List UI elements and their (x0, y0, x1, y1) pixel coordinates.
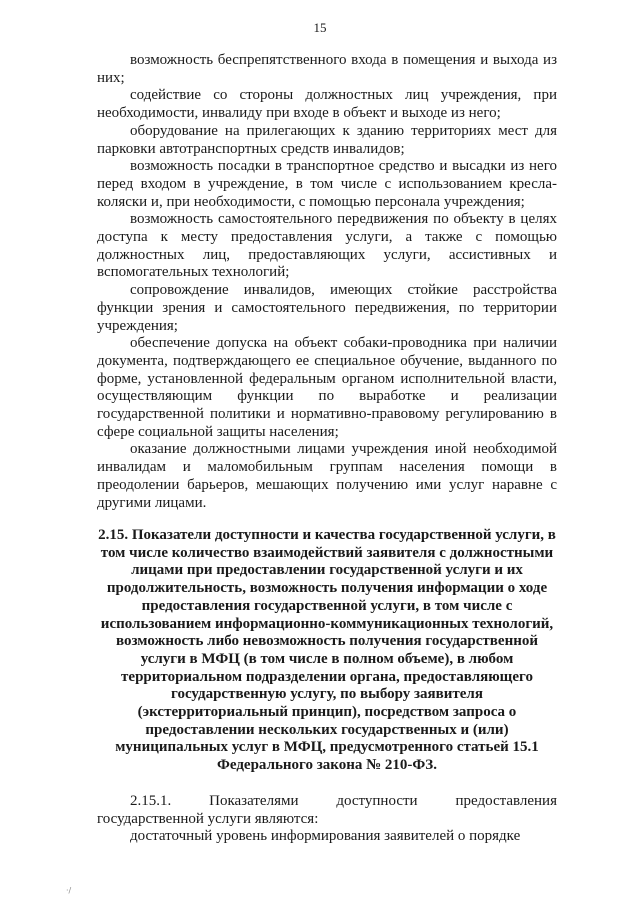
paragraph-informing: достаточный уровень информирования заявителей о порядке (130, 828, 521, 845)
paragraph-movement: возможность самостоятельного передвижения по объекту в целях доступа к месту предоставления услуги, а также с помощью должностных лиц, предоставляющих услуги, ассистивных и вспомогательных технологий; (97, 211, 557, 281)
subsection-word: предоставления (455, 793, 557, 809)
section-heading: 2.15. Показатели доступности и качества государственной услуги, в том числе количество взаимодействий заявителя с должностными лицами при предоставлении государственной услуги и их продолжительность, возможность получения информации о ходе предоставления государственной услуги, в том числе с использованием информационно-коммуникационных технологий, возможность либо невозможность получения государственной услуги в МФЦ (в том числе в полном объеме), в любом территориальном подразделении органа, предоставляющего государственную услугу, по выбору заявителя (экстерриториальный принцип), посредством запроса о предоставлении нескольких государственных и (или) муниципальных услуг в МФЦ, предусмотренного статьей 15.1 Федерального закона № 210-ФЗ. (98, 527, 556, 774)
subsection-first-line (97, 793, 557, 811)
subsection-word: доступности (336, 793, 418, 809)
document-body (97, 52, 557, 512)
paragraph-guide-dog: обеспечение допуска на объект собаки-проводника при наличии документа, подтверждающего ее специальное обучение, выданного по форме, установленной федеральным органом исполнительной власти, осуществляющим функции по выработке и реализации государственной политики и нормативно-правовому регулированию в сфере социальной защиты населения; (97, 335, 557, 440)
margin-mark: ·/ (66, 886, 72, 895)
subsection-word: Показателями (209, 793, 299, 809)
paragraph-escort: сопровождение инвалидов, имеющих стойкие расстройства функции зрения и самостоятельного передвижения, по территории учреждения; (97, 282, 557, 334)
subsection-2-15-1 (97, 793, 557, 846)
paragraph-other-assistance: оказание должностными лицами учреждения иной необходимой инвалидам и маломобильным группам населения помощи в преодолении барьеров, мешающих получению ими услуг наравне с другими лицами. (97, 441, 557, 511)
subsection-continuation: государственной услуги являются: (97, 810, 319, 827)
paragraph-entrance: возможность беспрепятственного входа в помещения и выхода из них; (97, 52, 557, 86)
subsection-number: 2.15.1. (130, 793, 172, 809)
paragraph-staff-assistance: содействие со стороны должностных лиц учреждения, при необходимости, инвалиду при входе в объект и выходе из него; (97, 87, 557, 122)
paragraph-parking: оборудование на прилегающих к зданию территориях мест для парковки автотранспортных средств инвалидов; (97, 122, 557, 157)
paragraph-boarding: возможность посадки в транспортное средство и высадки из него перед входом в учреждение, в том числе с использованием кресла-коляски и, при необходимости, с помощью персонала учреждения; (97, 158, 557, 210)
page-number: 15 (313, 20, 327, 35)
